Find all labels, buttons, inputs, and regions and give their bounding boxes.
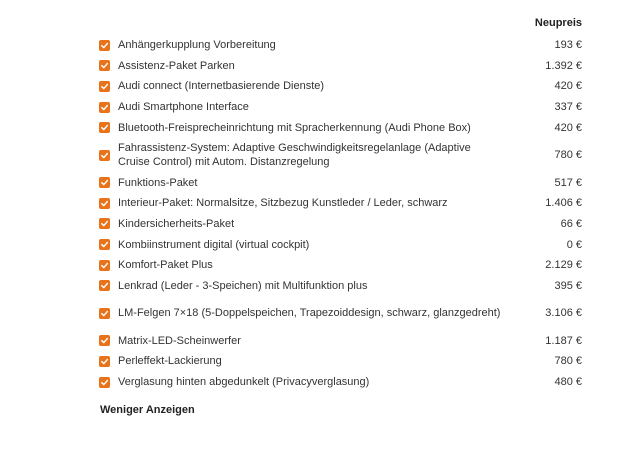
option-checkbox[interactable] — [99, 198, 110, 209]
option-checkbox[interactable] — [99, 335, 110, 346]
option-label: Fahrassistenz-System: Adaptive Geschwindigkeitsregelanlage (Adaptive Cruise Control) mit Autom. Distanzregelung — [118, 142, 471, 169]
check-icon — [100, 61, 109, 70]
option-label: Audi Smartphone Interface — [118, 101, 249, 114]
check-icon — [100, 199, 109, 208]
option-price: 337 € — [554, 101, 582, 114]
option-row — [99, 372, 582, 393]
check-icon — [100, 309, 109, 318]
option-row — [99, 214, 582, 235]
option-label: Perleffekt-Lackierung — [118, 355, 222, 368]
option-label: Komfort-Paket Plus — [118, 259, 213, 272]
option-row — [99, 193, 582, 214]
option-price: 1.406 € — [545, 197, 582, 210]
option-price: 780 € — [554, 149, 582, 162]
check-icon — [100, 378, 109, 387]
option-price: 395 € — [554, 279, 582, 292]
option-checkbox[interactable] — [99, 356, 110, 367]
option-row — [99, 117, 582, 138]
option-checkbox[interactable] — [99, 150, 110, 161]
option-row — [99, 172, 582, 193]
option-price: 420 € — [554, 121, 582, 134]
options-list — [99, 35, 582, 392]
option-row — [99, 138, 582, 173]
option-checkbox[interactable] — [99, 377, 110, 388]
option-price: 1.392 € — [545, 59, 582, 72]
check-icon — [100, 41, 109, 50]
option-price: 193 € — [554, 39, 582, 52]
option-row — [99, 35, 582, 56]
option-row — [99, 56, 582, 77]
option-row — [99, 97, 582, 118]
option-price: 2.129 € — [545, 259, 582, 272]
option-label: Verglasung hinten abgedunkelt (Privacyverglasung) — [118, 376, 370, 389]
option-price: 517 € — [554, 176, 582, 189]
option-label: Interieur-Paket: Normalsitze, Sitzbezug Kunstleder / Leder, schwarz — [118, 197, 448, 210]
option-label: Lenkrad (Leder - 3-Speichen) mit Multifunktion plus — [118, 279, 368, 292]
check-icon — [100, 240, 109, 249]
option-price: 3.106 € — [545, 307, 582, 320]
option-price: 480 € — [554, 376, 582, 389]
check-icon — [100, 281, 109, 290]
option-checkbox[interactable] — [99, 280, 110, 291]
check-icon — [100, 219, 109, 228]
option-label: Funktions-Paket — [118, 176, 198, 189]
option-checkbox[interactable] — [99, 239, 110, 250]
option-checkbox[interactable] — [99, 260, 110, 271]
price-column-header: Neupreis — [534, 17, 582, 29]
option-label: Kombiinstrument digital (virtual cockpit) — [118, 238, 310, 251]
check-icon — [100, 151, 109, 160]
option-row — [99, 351, 582, 372]
option-row — [99, 255, 582, 276]
option-label: Matrix-LED-Scheinwerfer — [118, 334, 241, 347]
option-checkbox[interactable] — [99, 218, 110, 229]
check-icon — [100, 357, 109, 366]
option-label: Kindersicherheits-Paket — [118, 217, 235, 230]
option-row — [99, 331, 582, 352]
check-icon — [100, 103, 109, 112]
option-checkbox[interactable] — [99, 308, 110, 319]
check-icon — [100, 123, 109, 132]
option-label: Anhängerkupplung Vorbereitung — [118, 39, 276, 52]
check-icon — [100, 261, 109, 270]
option-row — [99, 76, 582, 97]
option-checkbox[interactable] — [99, 60, 110, 71]
option-label: Audi connect (Internetbasierende Dienste) — [118, 80, 325, 93]
show-less-link[interactable]: Weniger Anzeigen — [100, 404, 195, 416]
option-price: 66 € — [560, 217, 582, 230]
option-label: LM-Felgen 7×18 (5-Doppelspeichen, Trapezoiddesign, schwarz, glanzgedreht) — [118, 307, 501, 320]
option-price: 1.187 € — [545, 334, 582, 347]
option-checkbox[interactable] — [99, 177, 110, 188]
option-checkbox[interactable] — [99, 102, 110, 113]
option-row — [99, 234, 582, 255]
option-checkbox[interactable] — [99, 122, 110, 133]
check-icon — [100, 178, 109, 187]
option-label: Bluetooth-Freisprecheinrichtung mit Spracherkennung (Audi Phone Box) — [118, 121, 471, 134]
option-row — [99, 296, 582, 331]
option-row — [99, 275, 582, 296]
check-icon — [100, 336, 109, 345]
option-price: 420 € — [554, 80, 582, 93]
option-checkbox[interactable] — [99, 81, 110, 92]
option-checkbox[interactable] — [99, 40, 110, 51]
option-label: Assistenz-Paket Parken — [118, 59, 235, 72]
option-price: 780 € — [554, 355, 582, 368]
check-icon — [100, 82, 109, 91]
option-price: 0 € — [566, 238, 582, 251]
